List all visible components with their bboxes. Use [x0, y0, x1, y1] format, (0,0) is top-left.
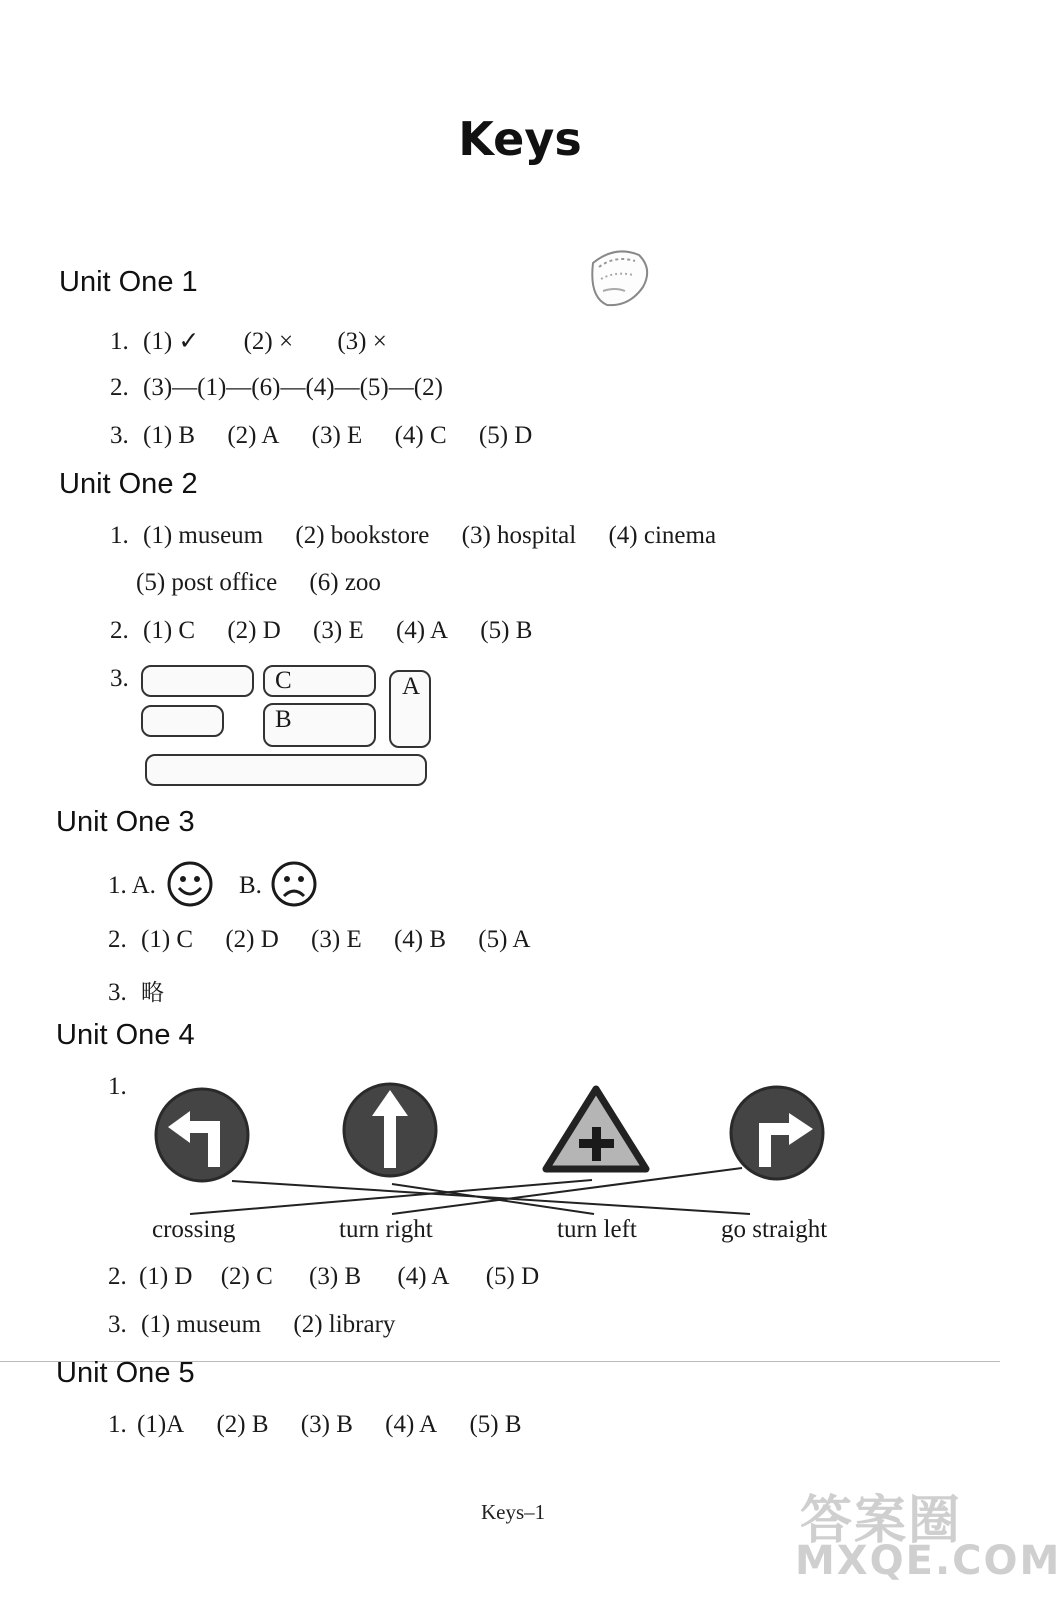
match-line: [232, 1181, 750, 1214]
answer-item: (4) B: [393, 926, 447, 953]
watermark-logo: 答案圈: [800, 1491, 963, 1551]
map-block-road: [145, 754, 427, 786]
sad-face-icon: [270, 860, 318, 908]
map-block-empty: [141, 665, 254, 697]
question-number: 2.: [108, 926, 127, 953]
question-number: 2.: [110, 374, 129, 401]
answer-item: (4) C: [394, 422, 447, 449]
answer-item: (1) ✓: [143, 328, 200, 355]
answer-item: (2) D: [225, 926, 279, 953]
answer-item: (5) B: [469, 1411, 522, 1438]
unit-one-2-heading: Unit One 2: [59, 468, 198, 500]
match-line: [190, 1180, 592, 1214]
question-number: 1.: [110, 328, 129, 355]
sign-label-go-straight: go straight: [721, 1216, 828, 1243]
stamp-icon: [585, 245, 655, 311]
answer-item: (5) D: [485, 1263, 540, 1290]
answer-sequence: (3)—(1)—(6)—(4)—(5)—(2): [143, 374, 443, 401]
answer-item: (3) hospital: [461, 522, 577, 549]
question-number: 1.: [108, 872, 127, 899]
matching-lines: [0, 1160, 1000, 1220]
answer-text: 略: [141, 980, 164, 1006]
question-number: 3.: [108, 979, 127, 1006]
unit2-question-1: [110, 522, 716, 550]
unit1-question-2: [110, 374, 443, 402]
answer-item: (1) D: [139, 1263, 193, 1290]
answer-item: (3) ×: [337, 328, 387, 355]
option-label: A.: [131, 872, 156, 899]
watermark-url: MXQE.COM: [795, 1538, 1061, 1584]
option-label: B.: [239, 872, 262, 899]
answer-item: (5) B: [480, 617, 533, 644]
unit5-question-1: [108, 1411, 522, 1439]
answer-item: (2) B: [216, 1411, 269, 1438]
answer-item: (3) E: [311, 926, 362, 953]
unit3-question-2: [108, 926, 530, 954]
question-number: 2.: [108, 1263, 127, 1290]
question-number: 1.: [110, 522, 129, 549]
answer-item: (1) museum: [141, 1311, 262, 1338]
answer-item: (4) A: [385, 1411, 438, 1438]
answer-item: (2) ×: [243, 328, 294, 355]
map-block-empty: [141, 705, 224, 737]
question-number: 1.: [108, 1411, 127, 1438]
map-block-a: A: [389, 670, 431, 748]
answer-item: (2) D: [227, 617, 281, 644]
answer-item: (6) zoo: [309, 569, 381, 596]
answer-item: (4) A: [395, 617, 449, 644]
answer-item: (1)A: [137, 1411, 185, 1438]
page-title: Keys: [458, 112, 582, 166]
sign-label-turn-left: turn left: [557, 1216, 637, 1243]
unit2-question-1-continued: [136, 569, 381, 597]
sign-label-turn-right: turn right: [339, 1216, 433, 1243]
answer-item: (3) B: [300, 1411, 353, 1438]
map-block-c: C: [263, 665, 376, 697]
unit4-question-2: [108, 1263, 539, 1291]
answer-item: (2) A: [227, 422, 280, 449]
unit-one-1-heading: Unit One 1: [59, 266, 198, 298]
answer-item: (3) E: [311, 422, 363, 449]
answer-item: (2) library: [293, 1311, 396, 1338]
answer-item: (4) cinema: [608, 522, 717, 549]
unit-one-3-heading: Unit One 3: [56, 806, 195, 838]
question-number: 2.: [110, 617, 129, 644]
answer-item: (1) C: [143, 617, 196, 644]
unit2-question-2: [110, 617, 532, 645]
answer-item: (5) post office: [136, 569, 278, 596]
answer-item: (1) museum: [143, 522, 264, 549]
unit1-question-3: [110, 422, 532, 450]
unit3-question-3: [108, 974, 164, 1007]
question-number: 3.: [110, 422, 129, 449]
question-number: 1.: [108, 1073, 127, 1100]
answer-item: (1) C: [141, 926, 194, 953]
map-block-b: B: [263, 703, 376, 747]
unit3-question-1: [108, 872, 156, 900]
unit-one-5-heading: Unit One 5: [56, 1357, 195, 1389]
question-number: 3.: [110, 665, 129, 692]
answer-item: (1) B: [143, 422, 196, 449]
answer-item: (5) D: [478, 422, 533, 449]
page-footer: Keys–1: [481, 1500, 546, 1524]
answer-item: (5) A: [478, 926, 531, 953]
unit-one-4-heading: Unit One 4: [56, 1019, 195, 1051]
answer-item: (3) E: [313, 617, 364, 644]
unit4-question-3: [108, 1311, 395, 1339]
answer-item: (3) B: [309, 1263, 362, 1290]
answer-item: (2) C: [220, 1263, 273, 1290]
question-number: 3.: [108, 1311, 127, 1338]
answer-item: (2) bookstore: [295, 522, 430, 549]
sign-label-crossing: crossing: [152, 1216, 236, 1243]
smiley-face-icon: [166, 860, 214, 908]
unit1-question-1: [110, 326, 387, 356]
answer-item: (4) A: [397, 1263, 450, 1290]
